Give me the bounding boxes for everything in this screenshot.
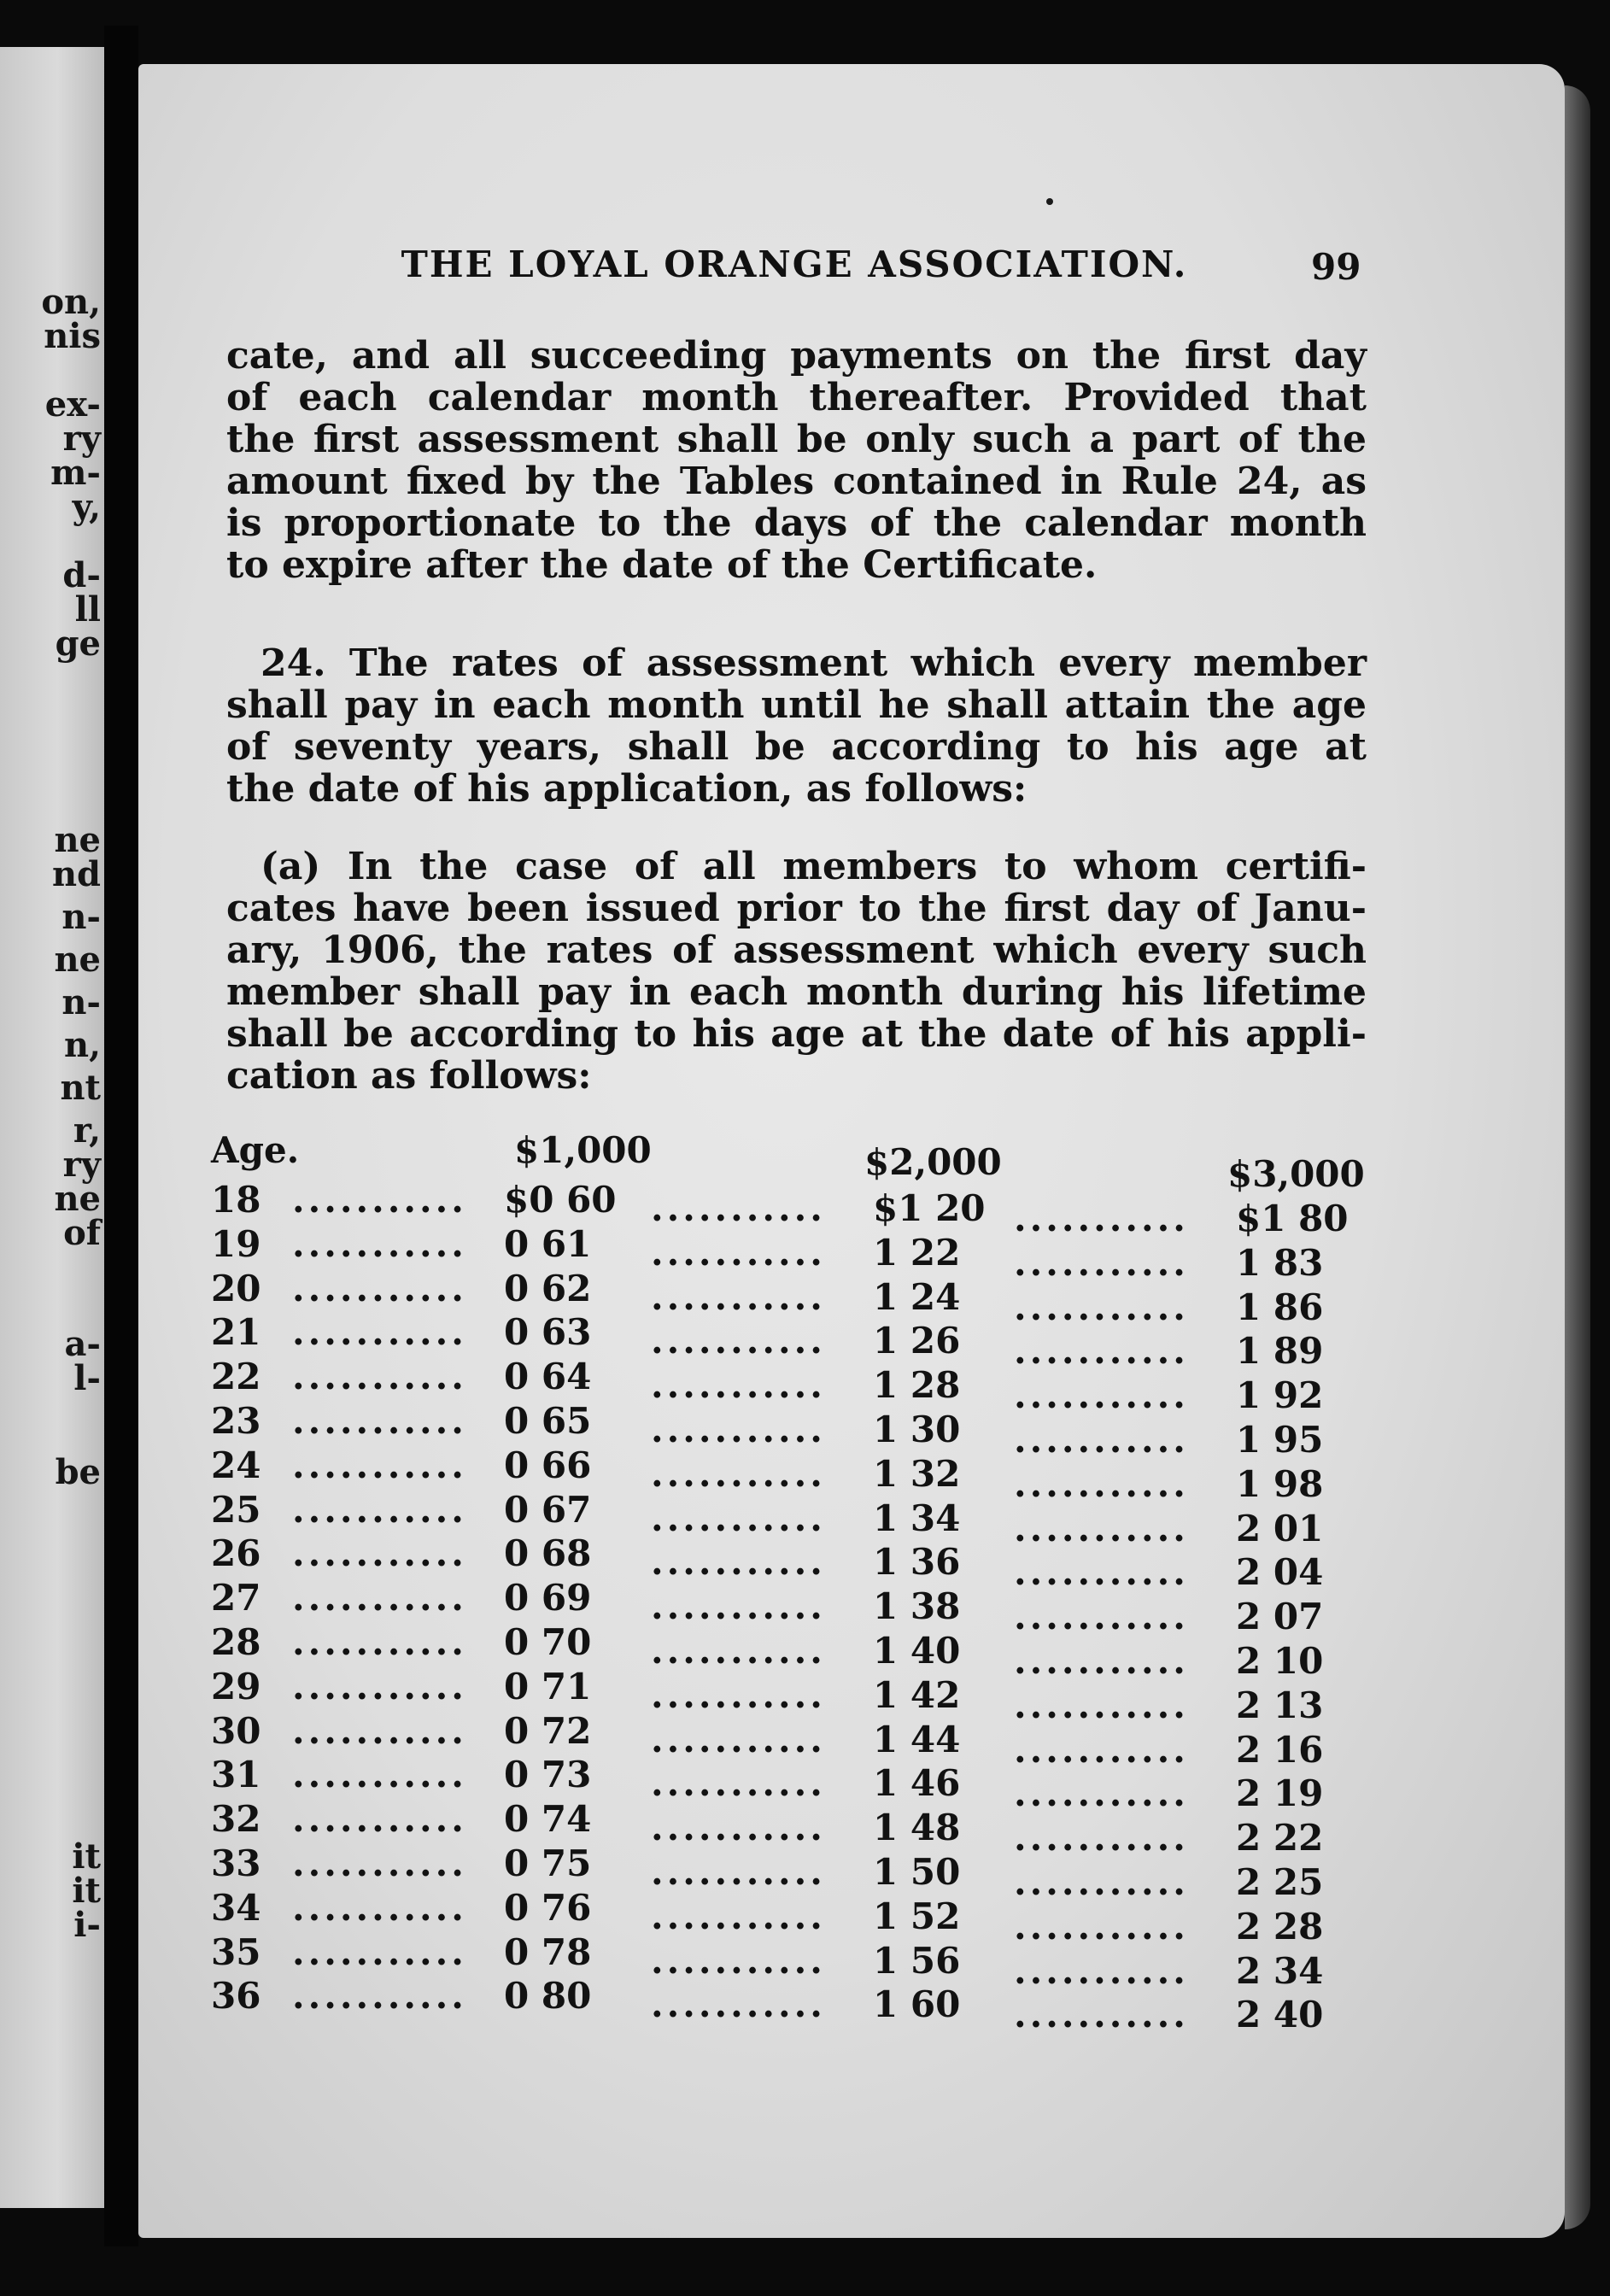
left-page-fragment: m- bbox=[50, 453, 101, 493]
text-line: is proportionate to the days of the calendar month bbox=[226, 501, 1367, 545]
rate-3000-cell: 1 86 bbox=[1236, 1286, 1324, 1328]
dot-leader: ........... bbox=[651, 1364, 826, 1407]
page-number: 99 bbox=[1311, 246, 1361, 288]
rate-3000-cell: 2 01 bbox=[1236, 1507, 1324, 1549]
rate-3000-cell: 2 04 bbox=[1236, 1551, 1324, 1594]
table-row bbox=[190, 1798, 1351, 1860]
left-page-fragment: ne bbox=[54, 940, 101, 980]
age-cell: 25 bbox=[211, 1488, 261, 1531]
dot-leader: ........... bbox=[651, 1320, 826, 1362]
left-page-fragment: nt bbox=[60, 1068, 101, 1108]
rate-3000-cell: 1 89 bbox=[1236, 1330, 1324, 1373]
page-edge-shadow bbox=[1565, 85, 1590, 2229]
rate-3000-cell: 2 10 bbox=[1236, 1640, 1324, 1682]
age-cell: 34 bbox=[211, 1886, 261, 1929]
left-page-fragment: ne bbox=[54, 820, 101, 860]
age-cell: 35 bbox=[211, 1930, 261, 1973]
paragraph-continuation bbox=[226, 335, 1367, 586]
text-line: the first assessment shall be only such a part of the bbox=[226, 418, 1367, 461]
left-page-fragment: y, bbox=[72, 487, 101, 527]
left-page-strip bbox=[0, 47, 104, 2208]
header-1000: $1,000 bbox=[514, 1129, 652, 1171]
dot-leader: ........... bbox=[651, 1187, 826, 1229]
table-row bbox=[190, 1577, 1351, 1638]
age-cell: 31 bbox=[211, 1754, 261, 1796]
left-page-fragment: ll bbox=[74, 589, 101, 630]
table-row bbox=[190, 1532, 1351, 1594]
dot-leader: ........... bbox=[651, 1851, 826, 1893]
rate-1000-cell: 0 80 bbox=[504, 1975, 592, 2018]
left-page-fragment: ry bbox=[62, 1145, 101, 1185]
dot-leader: ........... bbox=[651, 1496, 826, 1539]
left-page-fragment: nd bbox=[51, 854, 101, 894]
rate-1000-cell: 0 71 bbox=[504, 1665, 592, 1707]
dot-leader: ........... bbox=[292, 1842, 467, 1884]
left-page-fragment: ne bbox=[54, 1179, 101, 1219]
dot-leader: ........... bbox=[292, 1311, 467, 1354]
rate-1000-cell: $0 60 bbox=[504, 1179, 617, 1221]
table-row bbox=[190, 1709, 1351, 1771]
age-cell: 24 bbox=[211, 1444, 261, 1486]
rate-1000-cell: 0 66 bbox=[504, 1444, 592, 1486]
left-page-fragment: of bbox=[63, 1213, 101, 1253]
rate-1000-cell: 0 78 bbox=[504, 1930, 592, 1973]
rate-2000-cell: 1 24 bbox=[873, 1275, 961, 1318]
dot-leader: ........... bbox=[1014, 1994, 1189, 2036]
dot-leader: ........... bbox=[1014, 1905, 1189, 1948]
age-cell: 19 bbox=[211, 1222, 261, 1265]
rate-2000-cell: 1 48 bbox=[873, 1807, 961, 1849]
left-page-fragment: l- bbox=[73, 1358, 101, 1398]
rate-2000-cell: 1 36 bbox=[873, 1541, 961, 1584]
left-page-fragment: i- bbox=[73, 1905, 101, 1945]
table-row bbox=[190, 1842, 1351, 1903]
dot-leader: ........... bbox=[651, 1585, 826, 1628]
dot-leader: ........... bbox=[1014, 1374, 1189, 1417]
dot-leader: ........... bbox=[1014, 1772, 1189, 1815]
rate-2000-cell: 1 32 bbox=[873, 1452, 961, 1495]
ink-speck bbox=[1046, 198, 1053, 205]
text-line: amount fixed by the Tables contained in Rule 24, as bbox=[226, 460, 1367, 503]
rate-3000-cell: 2 07 bbox=[1236, 1596, 1324, 1638]
table-row bbox=[190, 1488, 1351, 1549]
text-line: shall be according to his age at the date of his appli- bbox=[226, 1012, 1367, 1056]
dot-leader: ........... bbox=[1014, 1596, 1189, 1638]
age-cell: 29 bbox=[211, 1665, 261, 1707]
age-cell: 30 bbox=[211, 1709, 261, 1752]
table-row bbox=[190, 1930, 1351, 1992]
left-page-fragment: n- bbox=[61, 982, 101, 1022]
table-row bbox=[190, 1222, 1351, 1284]
rate-1000-cell: 0 63 bbox=[504, 1311, 592, 1354]
rate-1000-cell: 0 70 bbox=[504, 1621, 592, 1663]
left-page-fragment: r, bbox=[73, 1110, 101, 1151]
text-line: ary, 1906, the rates of assessment which every such bbox=[226, 928, 1367, 972]
table-row bbox=[190, 1975, 1351, 2036]
rate-3000-cell: 1 98 bbox=[1236, 1462, 1324, 1505]
rate-2000-cell: 1 50 bbox=[873, 1851, 961, 1893]
header-2000: $2,000 bbox=[864, 1141, 1002, 1183]
age-cell: 23 bbox=[211, 1400, 261, 1442]
dot-leader: ........... bbox=[292, 1577, 467, 1620]
text-line: cation as follows: bbox=[226, 1054, 592, 1098]
dot-leader: ........... bbox=[651, 1718, 826, 1760]
dot-leader: ........... bbox=[1014, 1728, 1189, 1771]
age-cell: 26 bbox=[211, 1532, 261, 1575]
rate-1000-cell: 0 62 bbox=[504, 1267, 592, 1309]
dot-leader: ........... bbox=[651, 1541, 826, 1584]
header-3000: $3,000 bbox=[1227, 1153, 1365, 1195]
dot-leader: ........... bbox=[1014, 1684, 1189, 1726]
rate-3000-cell: 1 83 bbox=[1236, 1241, 1324, 1284]
dot-leader: ........... bbox=[651, 1673, 826, 1716]
dot-leader: ........... bbox=[292, 1179, 467, 1221]
dot-leader: ........... bbox=[292, 1975, 467, 2018]
dot-leader: ........... bbox=[292, 1798, 467, 1841]
left-page-fragment: n- bbox=[61, 897, 101, 937]
running-title: THE LOYAL ORANGE ASSOCIATION. bbox=[401, 243, 1188, 285]
dot-leader: ........... bbox=[292, 1267, 467, 1309]
dot-leader: ........... bbox=[651, 1983, 826, 2026]
table-row bbox=[190, 1267, 1351, 1328]
left-page-fragment: nis bbox=[44, 316, 101, 356]
rate-3000-cell: 2 19 bbox=[1236, 1772, 1324, 1815]
table-header-row bbox=[190, 1129, 1365, 1195]
rate-3000-cell: 2 28 bbox=[1236, 1905, 1324, 1948]
clause-a-paragraph bbox=[226, 846, 1367, 1097]
rate-1000-cell: 0 69 bbox=[504, 1577, 592, 1620]
table-row bbox=[190, 1179, 1351, 1239]
age-cell: 21 bbox=[211, 1311, 261, 1354]
rate-1000-cell: 0 68 bbox=[504, 1532, 592, 1575]
dot-leader: ........... bbox=[1014, 1817, 1189, 1860]
rate-2000-cell: 1 34 bbox=[873, 1496, 961, 1539]
age-cell: 33 bbox=[211, 1842, 261, 1884]
dot-leader: ........... bbox=[292, 1400, 467, 1442]
rate-2000-cell: 1 30 bbox=[873, 1409, 961, 1450]
dot-leader: ........... bbox=[1014, 1330, 1189, 1373]
rate-3000-cell: 2 13 bbox=[1236, 1684, 1324, 1726]
text-line: shall pay in each month until he shall attain the age bbox=[226, 683, 1367, 727]
table-row bbox=[190, 1356, 1351, 1417]
table-row bbox=[190, 1754, 1351, 1815]
left-page-fragment: ex- bbox=[44, 384, 101, 425]
dot-leader: ........... bbox=[292, 1709, 467, 1752]
age-cell: 18 bbox=[211, 1179, 261, 1221]
rate-2000-cell: 1 22 bbox=[873, 1231, 961, 1274]
left-page-fragment: ry bbox=[62, 419, 101, 459]
age-cell: 28 bbox=[211, 1621, 261, 1663]
dot-leader: ........... bbox=[292, 1532, 467, 1575]
dot-leader: ........... bbox=[292, 1754, 467, 1796]
dot-leader: ........... bbox=[292, 1444, 467, 1486]
dot-leader: ........... bbox=[1014, 1507, 1189, 1549]
dot-leader: ........... bbox=[1014, 1286, 1189, 1328]
rate-1000-cell: 0 72 bbox=[504, 1709, 592, 1752]
rule-24-paragraph bbox=[226, 642, 1367, 810]
table-row bbox=[190, 1311, 1351, 1373]
dot-leader: ........... bbox=[1014, 1949, 1189, 1992]
dot-leader: ........... bbox=[651, 1895, 826, 1937]
dot-leader: ........... bbox=[1014, 1861, 1189, 1903]
left-page-fragment: on, bbox=[41, 282, 101, 322]
rate-1000-cell: 0 65 bbox=[504, 1400, 592, 1442]
rate-1000-cell: 0 67 bbox=[504, 1488, 592, 1531]
text-line: (a) In the case of all members to whom certifi- bbox=[261, 845, 1367, 888]
rate-3000-cell: 1 95 bbox=[1236, 1419, 1324, 1461]
age-cell: 36 bbox=[211, 1975, 261, 2018]
age-cell: 32 bbox=[211, 1798, 261, 1841]
rate-2000-cell: 1 38 bbox=[873, 1585, 961, 1628]
rate-3000-cell: 2 40 bbox=[1236, 1994, 1324, 2036]
dot-leader: ........... bbox=[651, 1630, 826, 1672]
left-page-fragment: it bbox=[72, 1836, 101, 1877]
dot-leader: ........... bbox=[651, 1231, 826, 1274]
rate-1000-cell: 0 74 bbox=[504, 1798, 592, 1841]
text-line: cates have been issued prior to the first day of Janu- bbox=[226, 887, 1367, 930]
rate-2000-cell: 1 46 bbox=[873, 1762, 961, 1805]
age-cell: 20 bbox=[211, 1267, 261, 1309]
rate-2000-cell: 1 26 bbox=[873, 1320, 961, 1362]
rate-1000-cell: 0 61 bbox=[504, 1222, 592, 1265]
dot-leader: ........... bbox=[292, 1356, 467, 1398]
assessment-rate-table bbox=[190, 1129, 1365, 2036]
rate-1000-cell: 0 76 bbox=[504, 1886, 592, 1929]
dot-leader: ........... bbox=[651, 1762, 826, 1805]
dot-leader: ........... bbox=[1014, 1640, 1189, 1682]
left-page-fragment: ge bbox=[55, 624, 101, 664]
dot-leader: ........... bbox=[651, 1807, 826, 1849]
rate-1000-cell: 0 73 bbox=[504, 1754, 592, 1796]
dot-leader: ........... bbox=[651, 1409, 826, 1450]
dot-leader: ........... bbox=[1014, 1198, 1189, 1239]
text-line: 24. The rates of assessment which every member bbox=[261, 641, 1367, 685]
text-line: cate, and all succeeding payments on the first day bbox=[226, 334, 1367, 378]
rate-3000-cell: 2 34 bbox=[1236, 1949, 1324, 1992]
left-page-fragment: n, bbox=[63, 1025, 101, 1065]
left-page-fragment: a- bbox=[64, 1324, 101, 1364]
dot-leader: ........... bbox=[292, 1930, 467, 1973]
dot-leader: ........... bbox=[292, 1886, 467, 1929]
book-gutter bbox=[104, 26, 138, 2246]
rate-2000-cell: 1 42 bbox=[873, 1673, 961, 1716]
rate-2000-cell: 1 28 bbox=[873, 1364, 961, 1407]
age-cell: 22 bbox=[211, 1356, 261, 1398]
table-row bbox=[190, 1665, 1351, 1726]
rate-3000-cell: 2 16 bbox=[1236, 1728, 1324, 1771]
rate-2000-cell: 1 52 bbox=[873, 1895, 961, 1937]
table-row bbox=[190, 1400, 1351, 1461]
dot-leader: ........... bbox=[651, 1275, 826, 1318]
text-line: member shall pay in each month during his lifetime bbox=[226, 970, 1367, 1014]
dot-leader: ........... bbox=[292, 1665, 467, 1707]
header-age: Age. bbox=[211, 1129, 300, 1171]
table-row bbox=[190, 1444, 1351, 1505]
text-line: of each calendar month thereafter. Provided that bbox=[226, 376, 1367, 419]
rate-2000-cell: $1 20 bbox=[873, 1187, 986, 1229]
rate-3000-cell: $1 80 bbox=[1236, 1198, 1349, 1239]
table-row bbox=[190, 1621, 1351, 1682]
text-line: the date of his application, as follows: bbox=[226, 767, 1027, 811]
dot-leader: ........... bbox=[292, 1621, 467, 1663]
dot-leader: ........... bbox=[292, 1488, 467, 1531]
rate-3000-cell: 1 92 bbox=[1236, 1374, 1324, 1417]
rate-3000-cell: 2 25 bbox=[1236, 1861, 1324, 1903]
table-body bbox=[190, 1179, 1351, 2036]
left-page-fragment: it bbox=[72, 1871, 101, 1911]
table-row bbox=[190, 1886, 1351, 1948]
left-page-fragment: d- bbox=[62, 555, 101, 595]
dot-leader: ........... bbox=[292, 1222, 467, 1265]
dot-leader: ........... bbox=[1014, 1551, 1189, 1594]
rate-3000-cell: 2 22 bbox=[1236, 1817, 1324, 1860]
age-cell: 27 bbox=[211, 1577, 261, 1620]
left-page-fragment: be bbox=[55, 1452, 101, 1492]
rate-2000-cell: 1 40 bbox=[873, 1630, 961, 1672]
dot-leader: ........... bbox=[1014, 1462, 1189, 1505]
dot-leader: ........... bbox=[651, 1452, 826, 1495]
dot-leader: ........... bbox=[1014, 1419, 1189, 1461]
rate-2000-cell: 1 56 bbox=[873, 1939, 961, 1982]
dot-leader: ........... bbox=[1014, 1241, 1189, 1284]
dot-leader: ........... bbox=[651, 1939, 826, 1982]
text-line: of seventy years, shall be according to his age at bbox=[226, 725, 1367, 769]
rate-2000-cell: 1 60 bbox=[873, 1983, 961, 2026]
rate-1000-cell: 0 75 bbox=[504, 1842, 592, 1884]
rate-1000-cell: 0 64 bbox=[504, 1356, 592, 1398]
rate-2000-cell: 1 44 bbox=[873, 1718, 961, 1760]
text-line: to expire after the date of the Certificate. bbox=[226, 543, 1098, 587]
